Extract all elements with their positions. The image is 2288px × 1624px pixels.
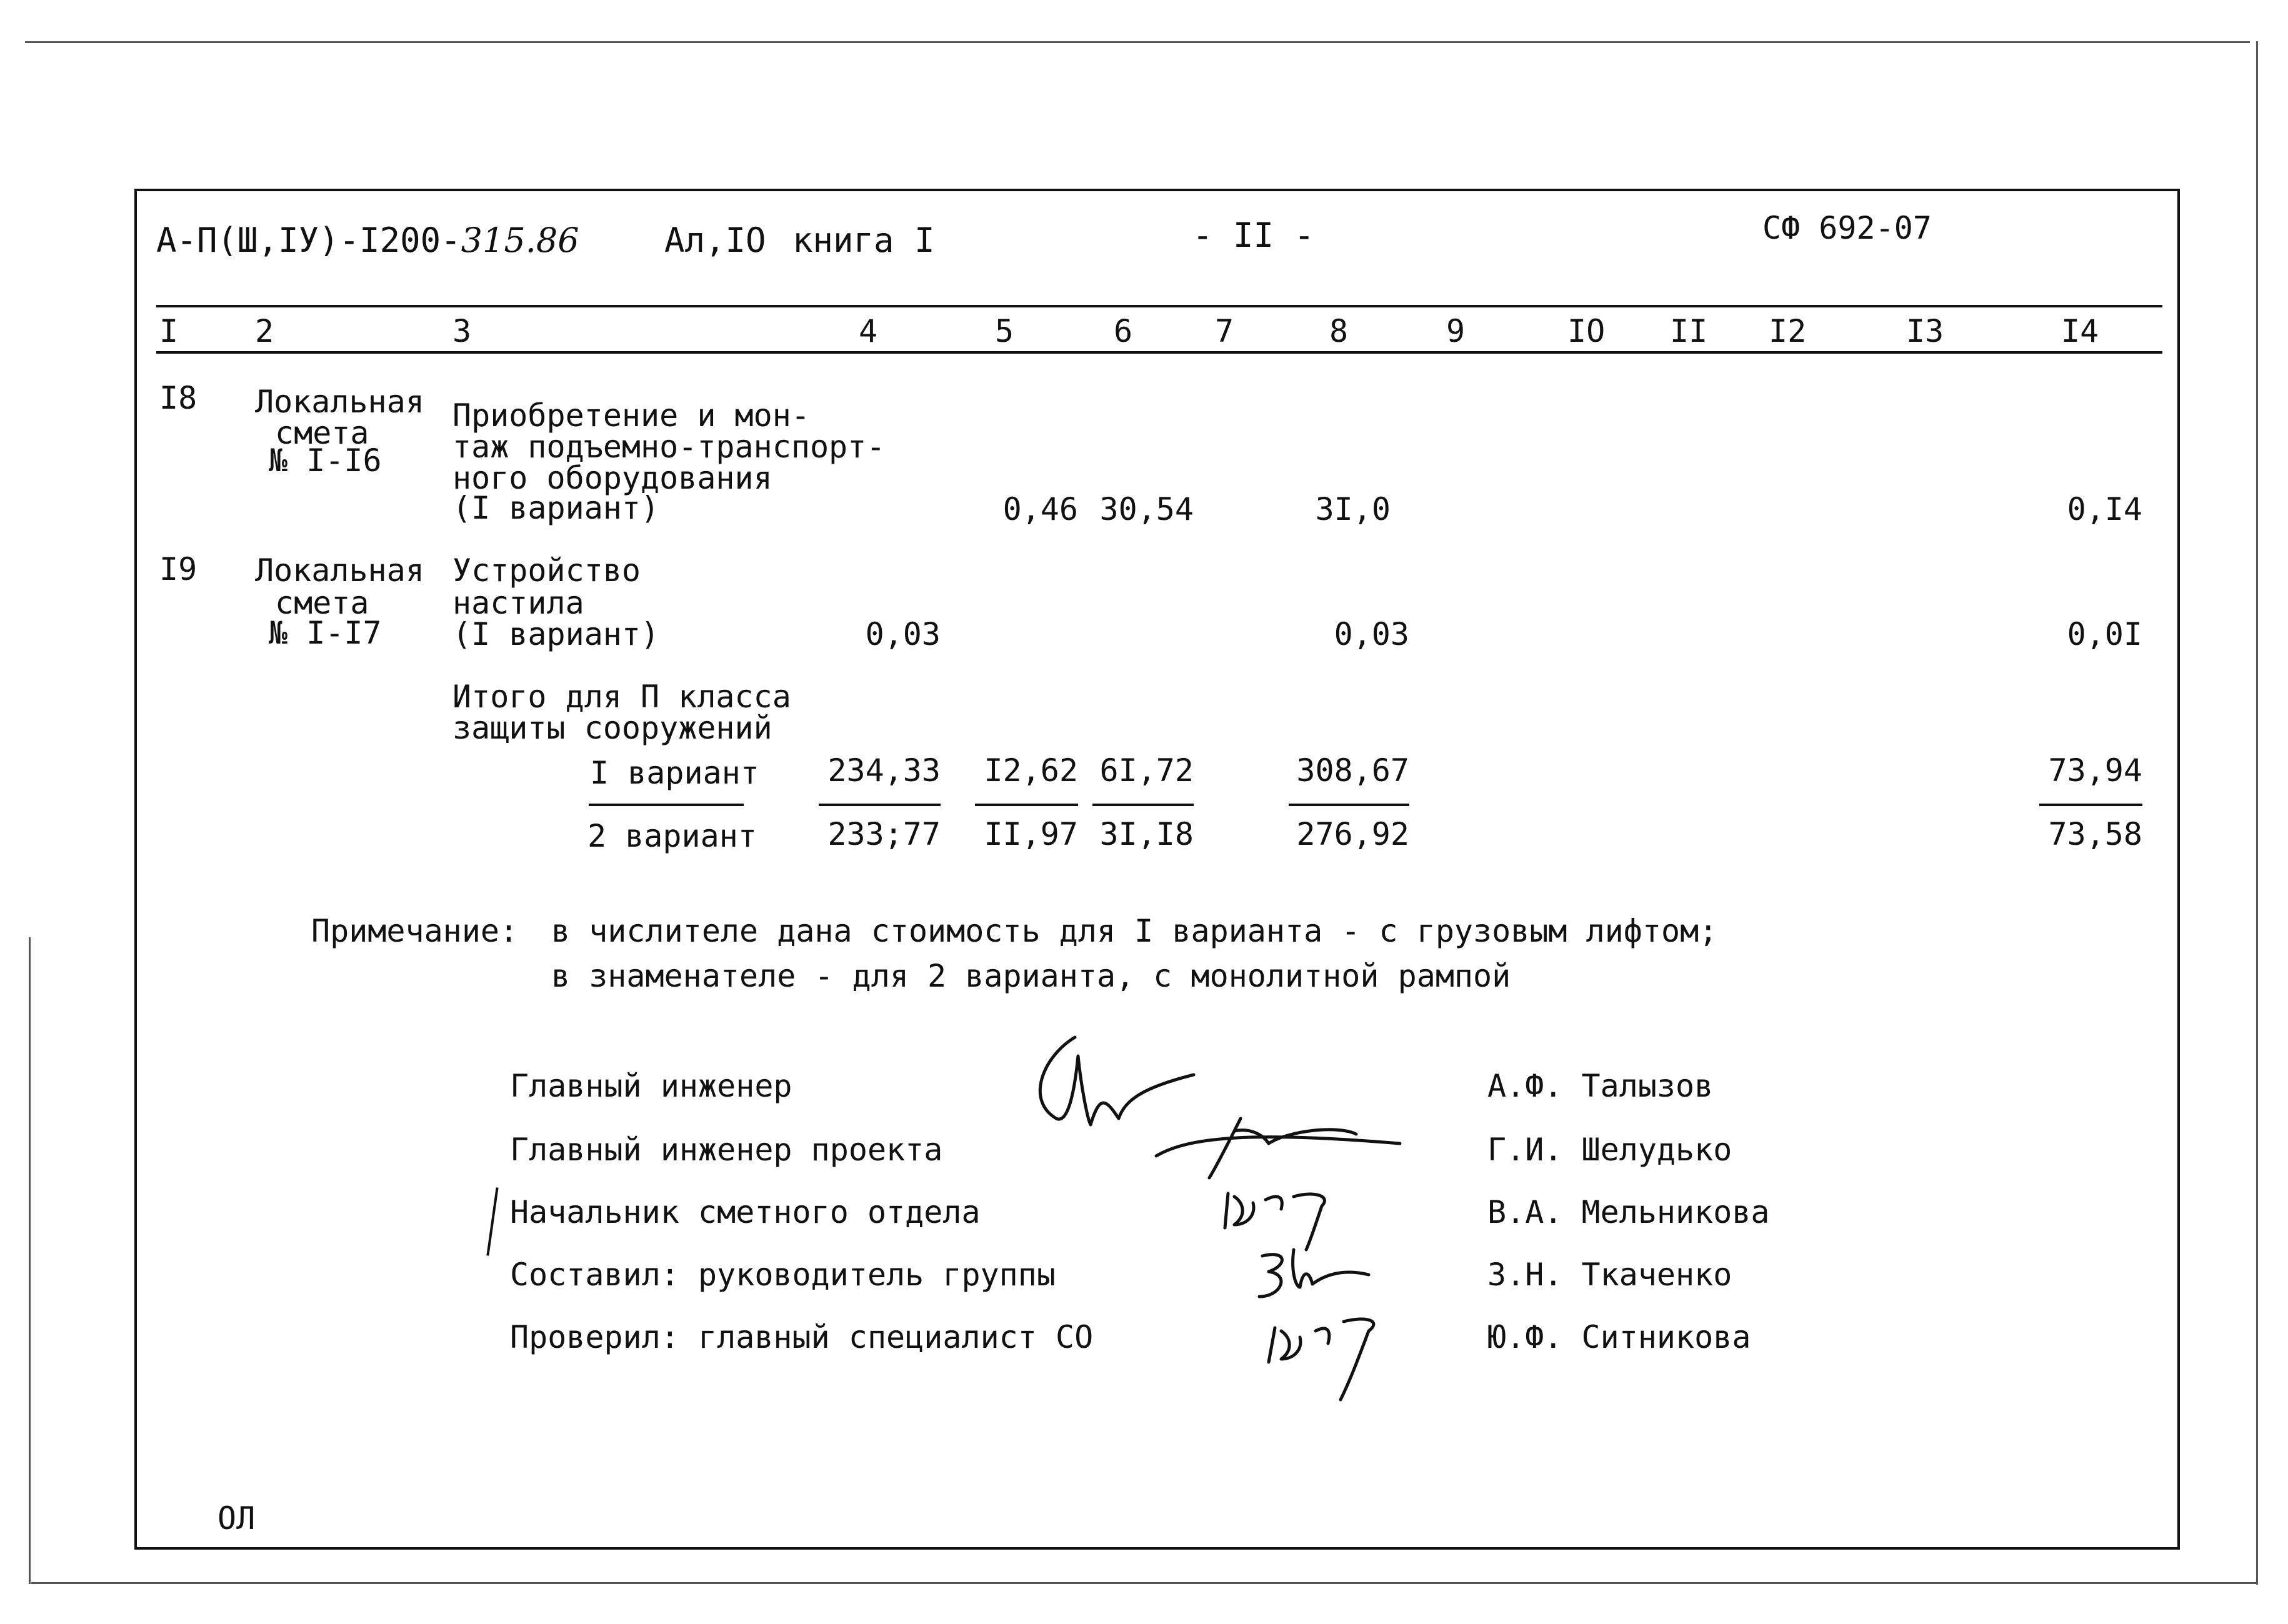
fraction-line xyxy=(819,804,941,806)
variant-2-col-14: 73,58 xyxy=(2048,816,2142,852)
col-5: 5 xyxy=(995,313,1014,349)
col-6: 6 xyxy=(1114,313,1133,349)
outer-left-line xyxy=(29,937,31,1584)
cell-col-14: 0,I4 xyxy=(2067,491,2142,527)
signer-name: Ю.Ф. Ситникова xyxy=(1487,1319,1751,1355)
signer-role: Главный инженер проекта xyxy=(510,1132,943,1168)
variant-2-col-8: 276,92 xyxy=(1296,816,1409,852)
work-name-line: (I вариант) xyxy=(452,490,660,526)
variant-1-label: I вариант xyxy=(590,755,759,791)
cell-col-5: 0,46 xyxy=(1002,491,1078,527)
estimate-doc-line: № I-I6 xyxy=(269,442,382,479)
signer-role: Начальник сметного отдела xyxy=(510,1194,981,1230)
col-10: IO xyxy=(1567,313,1606,349)
col-11: II xyxy=(1670,313,1708,349)
signer-role: Главный инженер xyxy=(510,1068,792,1104)
doc-code: А-П(Ш,IУ)-I200-315.86 xyxy=(156,221,579,260)
catalog-code: СФ 692-07 xyxy=(1762,210,1932,246)
album-number: Ал,IO xyxy=(664,221,766,260)
outer-right-line xyxy=(2256,41,2258,1585)
variant-1-col-5: I2,62 xyxy=(984,752,1078,789)
work-name-line: ного оборудования xyxy=(452,460,772,496)
page-number: - II - xyxy=(1192,216,1315,255)
fraction-line xyxy=(975,804,1078,806)
col-8: 8 xyxy=(1329,313,1349,349)
col-1: I xyxy=(159,313,179,349)
variant-1-col-4: 234,33 xyxy=(827,752,941,789)
variant-2-col-5: II,97 xyxy=(984,816,1078,852)
estimate-doc-line: смета xyxy=(275,585,369,621)
total-title-line: Итого для П класса xyxy=(452,679,791,715)
variant-2-col-4: 233;77 xyxy=(827,816,941,852)
work-name-line: настила xyxy=(452,585,584,621)
col-4: 4 xyxy=(859,313,878,349)
variant-1-col-14: 73,94 xyxy=(2048,752,2142,789)
header-rule-bottom xyxy=(156,351,2162,354)
col-7: 7 xyxy=(1215,313,1234,349)
header-rule-top xyxy=(156,305,2162,307)
signer-name: А.Ф. Талызов xyxy=(1487,1068,1714,1104)
variant-1-col-8: 308,67 xyxy=(1296,752,1409,789)
estimate-doc-line: смета xyxy=(275,415,369,451)
estimate-doc-line: № I-I7 xyxy=(269,615,382,651)
work-name-line: (I вариант) xyxy=(452,616,660,652)
col-3: 3 xyxy=(452,313,472,349)
col-9: 9 xyxy=(1446,313,1466,349)
cell-col-4: 0,03 xyxy=(865,616,941,652)
signer-role: Составил: руководитель группы xyxy=(510,1257,1056,1293)
signer-name: Г.И. Шелудько xyxy=(1487,1132,1732,1168)
work-name-line: Устройство xyxy=(452,552,641,589)
fraction-line xyxy=(589,804,744,806)
col-13: I3 xyxy=(1906,313,1944,349)
signer-name: З.Н. Ткаченко xyxy=(1487,1257,1732,1293)
estimate-doc-line: Локальная xyxy=(255,384,424,420)
cell-col-14: 0,0I xyxy=(2067,616,2142,652)
total-title-line: защиты сооружений xyxy=(452,710,772,746)
document-frame xyxy=(134,189,2180,1550)
variant-1-col-6: 6I,72 xyxy=(1099,752,1194,789)
cell-col-6: 30,54 xyxy=(1099,491,1194,527)
outer-bottom-line xyxy=(31,1582,2258,1584)
work-name-line: Приобретение и мон- xyxy=(452,397,810,434)
work-name-line: таж подъемно-транспорт- xyxy=(452,429,886,465)
signer-role: Проверил: главный специалист СО xyxy=(510,1319,1094,1355)
note-label: Примечание: xyxy=(311,913,519,949)
col-12: I2 xyxy=(1769,313,1807,349)
note-line-2: в знаменателе - для 2 варианта, с монолитной рампой xyxy=(551,958,1511,994)
cell-col-8: 3I,0 xyxy=(1315,491,1391,527)
fraction-line xyxy=(1092,804,1194,806)
outer-top-line xyxy=(25,41,2250,43)
note-line-1: в числителе дана стоимость для I варианта - с грузовым лифтом; xyxy=(551,913,1718,949)
col-2: 2 xyxy=(255,313,274,349)
book-number: книга I xyxy=(792,221,935,260)
fraction-line xyxy=(1289,804,1409,806)
footer-mark: ОЛ xyxy=(217,1500,256,1537)
estimate-doc-line: Локальная xyxy=(255,552,424,589)
col-14: I4 xyxy=(2061,313,2099,349)
row-number: I8 xyxy=(159,380,197,416)
cell-col-8: 0,03 xyxy=(1334,616,1409,652)
signer-name: В.А. Мельникова xyxy=(1487,1194,1770,1230)
fraction-line xyxy=(2039,804,2142,806)
variant-2-col-6: 3I,I8 xyxy=(1099,816,1194,852)
row-number: I9 xyxy=(159,551,197,587)
variant-2-label: 2 вариант xyxy=(587,818,757,854)
